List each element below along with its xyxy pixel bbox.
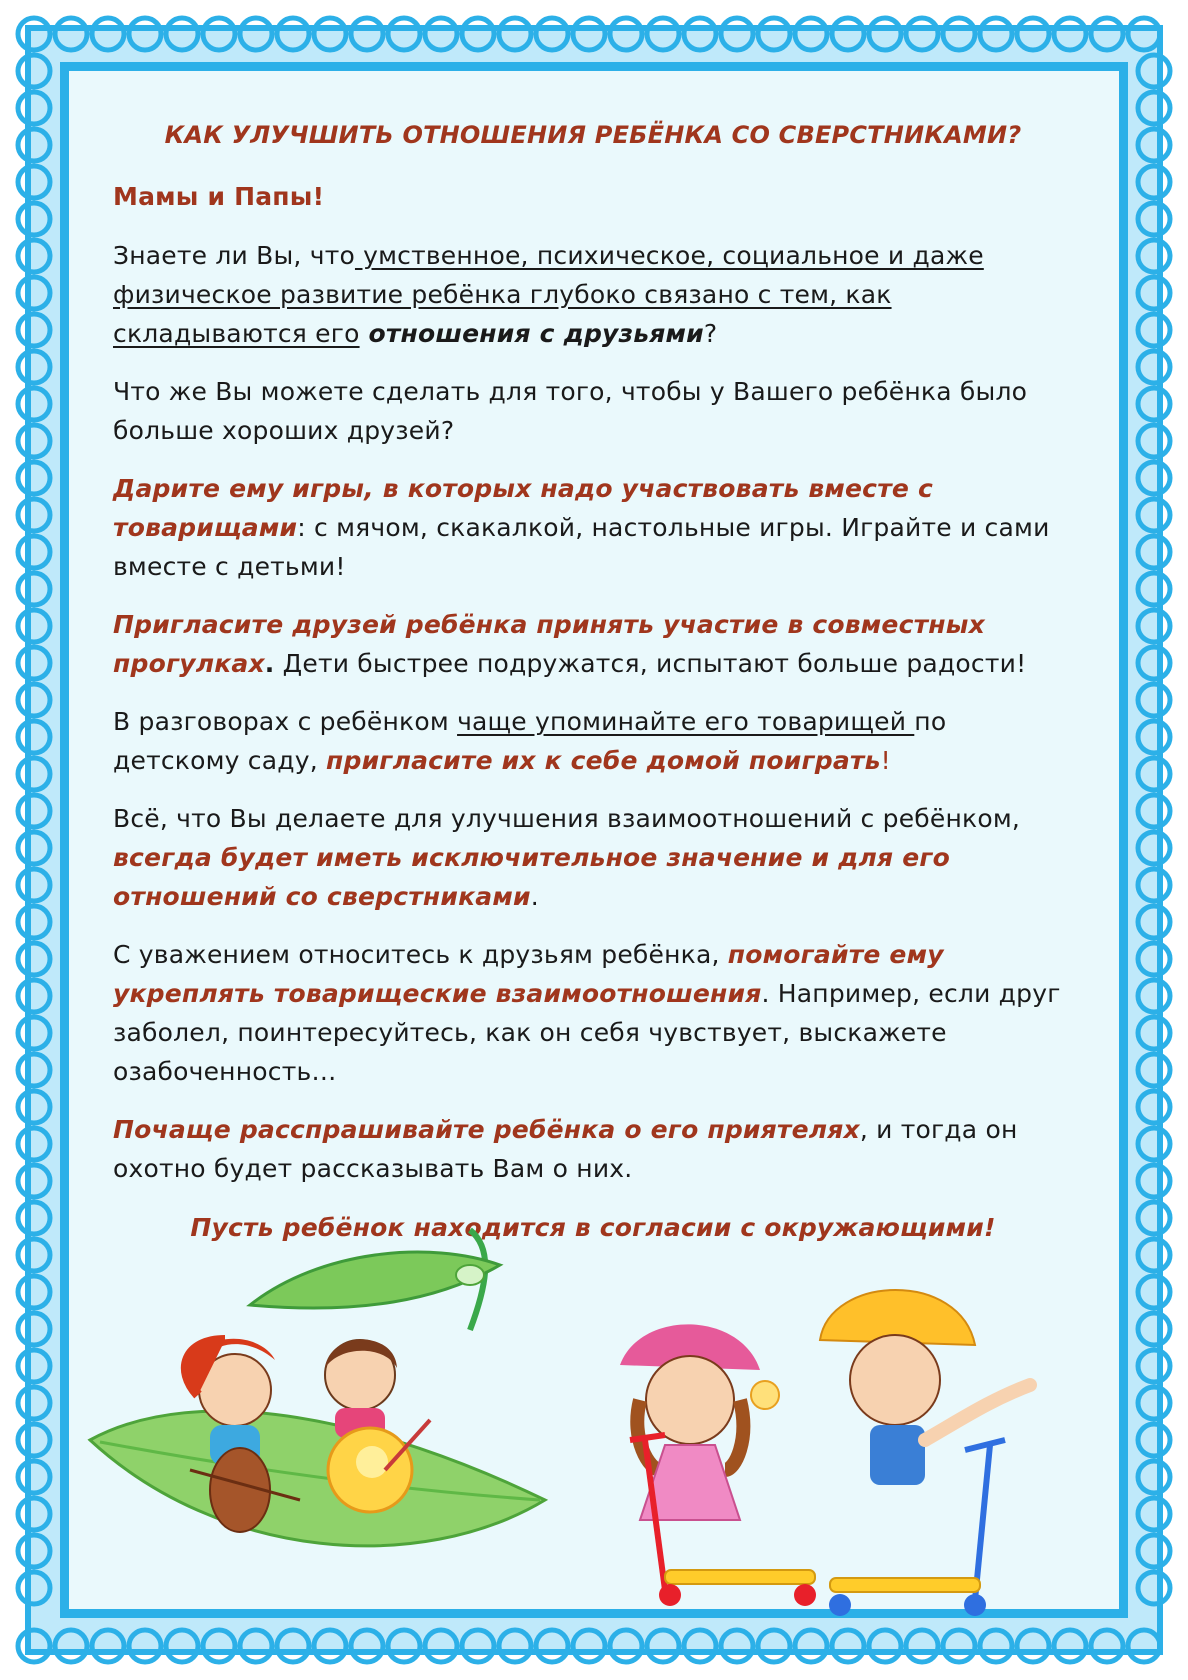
p8-highlight: Почаще расспрашивайте ребёнка о его приятелях <box>113 1115 860 1144</box>
p1-underlined: умственное, психическое, социальное и даже физическое развитие ребёнка глубоко связано с тем, как складываются его <box>113 241 984 348</box>
p1-emphasis: отношения с друзьями <box>359 319 704 348</box>
p7-text-a: С уважением относитесь к друзьям ребёнка, <box>113 940 728 969</box>
page-title: КАК УЛУЧШИТЬ ОТНОШЕНИЯ РЕБЁНКА СО СВЕРСТНИКАМИ? <box>164 121 1022 149</box>
p3-text: : с мячом, скакалкой, настольные игры. Играйте и сами вместе с детьми! <box>113 513 1050 581</box>
p5-text-e: ! <box>880 746 891 775</box>
p5-underlined: чаще упоминайте его товарищей <box>457 707 915 736</box>
boy-scooter-stem <box>975 1445 990 1600</box>
p6-highlight: всегда будет иметь исключительное значение и для его отношений со сверстниками <box>113 843 950 911</box>
boy2-body <box>870 1425 925 1485</box>
p6-text-c: . <box>530 882 539 911</box>
p3-highlight: Дарите ему игры, в которых надо участвовать вместе с товарищами <box>113 474 933 542</box>
p6-text-a: Всё, что Вы делаете для улучшения взаимоотношений с ребёнком, <box>113 804 1021 833</box>
boy-scooter-wheel-back <box>829 1594 851 1616</box>
greeting: Мамы и Папы! <box>113 182 325 211</box>
p1-text-a: Знаете ли Вы, что <box>113 241 355 270</box>
p4-dot: . <box>264 649 275 678</box>
girl2-head <box>646 1356 734 1444</box>
dew-drop <box>456 1265 484 1285</box>
p7-text-c: . Например, если друг заболел, поинтересуйтесь, как он себя чувствует, выскажете озабоченность… <box>113 979 1061 1086</box>
p1-text-d: ? <box>703 319 718 348</box>
flower <box>751 1381 779 1409</box>
boy-scooter-handle <box>965 1440 1005 1450</box>
girl-scooter-wheel-front <box>659 1584 681 1606</box>
p5-text-c: по детскому саду, <box>113 707 947 775</box>
boy-scooter-wheel-front <box>964 1594 986 1616</box>
p7-highlight: помогайте ему укреплять товарищеские взаимоотношения <box>113 940 944 1008</box>
girl-scooter-wheel-back <box>794 1584 816 1606</box>
paragraph-2: Что же Вы можете сделать для того, чтобы у Вашего ребёнка было больше хороших друзей? <box>113 377 1028 445</box>
boy2-head <box>850 1335 940 1425</box>
closing-line: Пусть ребёнок находится в согласии с окружающими! <box>190 1213 996 1242</box>
p8-text: , и тогда он охотно будет рассказывать Вам о них. <box>113 1115 1018 1183</box>
p5-text-a: В разговорах с ребёнком <box>113 707 458 736</box>
girl-scooter-deck <box>665 1570 815 1584</box>
leaf-children-illustration <box>90 1230 545 1546</box>
scooter-kids-illustration <box>620 1290 1030 1616</box>
p5-highlight: пригласите их к себе домой поиграть <box>326 746 881 775</box>
p4-highlight: Пригласите друзей ребёнка принять участие в совместных прогулках <box>113 610 985 678</box>
p4-text: Дети быстрее подружатся, испытают больше радости! <box>274 649 1027 678</box>
boy2-arm <box>925 1385 1030 1440</box>
drum-center <box>356 1446 388 1478</box>
boy-scooter-deck <box>830 1578 980 1592</box>
